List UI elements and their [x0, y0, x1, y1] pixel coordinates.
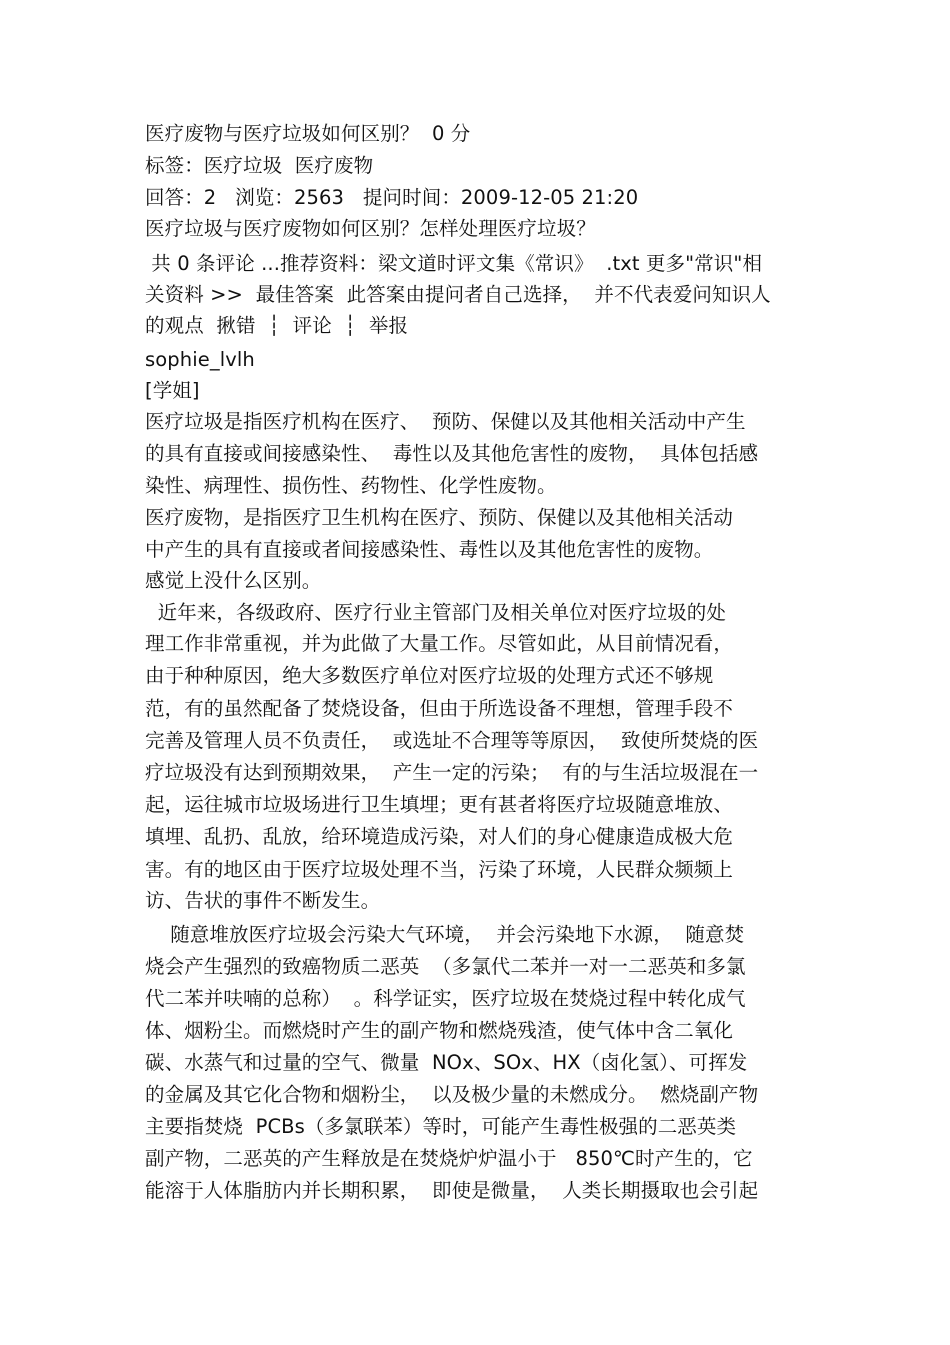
body-line: 中产生的具有直接或者间接感染性、毒性以及其他危害性的废物。	[145, 538, 714, 561]
answerer-name: sophie_lvlh	[145, 348, 255, 371]
body-line: 感觉上没什么区别。	[145, 569, 322, 592]
body-line: 染性、病理性、损伤性、药物性、化学性废物。	[145, 474, 557, 497]
body-line: 范，有的虽然配备了焚烧设备，但由于所选设备不理想，管理手段不	[145, 697, 734, 720]
body-line: 的具有直接或间接感染性、 毒性以及其他危害性的废物， 具体包括感	[145, 442, 759, 465]
answerer-rank: [学姐]	[145, 379, 200, 402]
body-line: 烧会产生强烈的致癌物质二恶英 （多氯代二苯并一对一二恶英和多氯	[145, 955, 746, 978]
body-line: 主要指焚烧 PCBs（多氯联苯）等时，可能产生毒性极强的二恶英类	[145, 1115, 737, 1138]
question-title: 医疗废物与医疗垃圾如何区别？ 0 分	[145, 122, 471, 145]
body-line: 起，运往城市垃圾场进行卫生填埋；更有甚者将医疗垃圾随意堆放、	[145, 793, 734, 816]
question-body: 医疗垃圾与医疗废物如何区别？怎样处理医疗垃圾？	[145, 217, 596, 240]
body-line: 完善及管理人员不负责任， 或选址不合理等等原因， 致使所焚烧的医	[145, 729, 759, 752]
body-line: 体、烟粉尘。而燃烧时产生的副产物和燃烧残渣，使气体中含二氧化	[145, 1019, 734, 1042]
actions-line: 的观点 揪错 ┆ 评论 ┆ 举报	[145, 314, 409, 337]
body-line: 访、告状的事件不断发生。	[145, 889, 381, 912]
body-line: 害。有的地区由于医疗垃圾处理不当，污染了环境，人民群众频频上	[145, 858, 734, 881]
body-line: 的金属及其它化合物和烟粉尘， 以及极少量的未燃成分。 燃烧副产物	[145, 1083, 759, 1106]
body-line: 副产物，二恶英的产生释放是在焚烧炉炉温小于 850℃时产生的，它	[145, 1147, 753, 1170]
body-line: 近年来，各级政府、医疗行业主管部门及相关单位对医疗垃圾的处	[145, 601, 726, 624]
body-line: 理工作非常重视，并为此做了大量工作。尽管如此，从目前情况看，	[145, 632, 734, 655]
body-line: 随意堆放医疗垃圾会污染大气环境， 并会污染地下水源， 随意焚	[145, 923, 745, 946]
tags-line: 标签：医疗垃圾 医疗废物	[145, 154, 374, 177]
body-line: 填埋、乱扔、乱放，给环境造成污染，对人们的身心健康造成极大危	[145, 825, 734, 848]
comments-line: 共 0 条评论 ...推荐资料：梁文道时评文集《常识》 .txt 更多"常识"相	[145, 252, 763, 275]
body-line: 碳、水蒸气和过量的空气、微量 NOx、SOx、HX（卤化氢）、可挥发	[145, 1051, 748, 1074]
body-line: 能溶于人体脂肪内并长期积累， 即使是微量， 人类长期摄取也会引起	[145, 1179, 759, 1202]
stats-line: 回答：2 浏览：2563 提问时间：2009-12-05 21:20	[145, 186, 639, 209]
best-answer-line: 关资料 >> 最佳答案 此答案由提问者自己选择， 并不代表爱问知识人	[145, 283, 771, 306]
body-line: 代二苯并呋喃的总称） 。科学证实，医疗垃圾在焚烧过程中转化成气	[145, 987, 746, 1010]
body-line: 疗垃圾没有达到预期效果， 产生一定的污染； 有的与生活垃圾混在一	[145, 761, 759, 784]
body-line: 由于种种原因，绝大多数医疗单位对医疗垃圾的处理方式还不够规	[145, 664, 714, 687]
body-line: 医疗废物，是指医疗卫生机构在医疗、预防、保健以及其他相关活动	[145, 506, 734, 529]
body-line: 医疗垃圾是指医疗机构在医疗、 预防、保健以及其他相关活动中产生	[145, 410, 746, 433]
